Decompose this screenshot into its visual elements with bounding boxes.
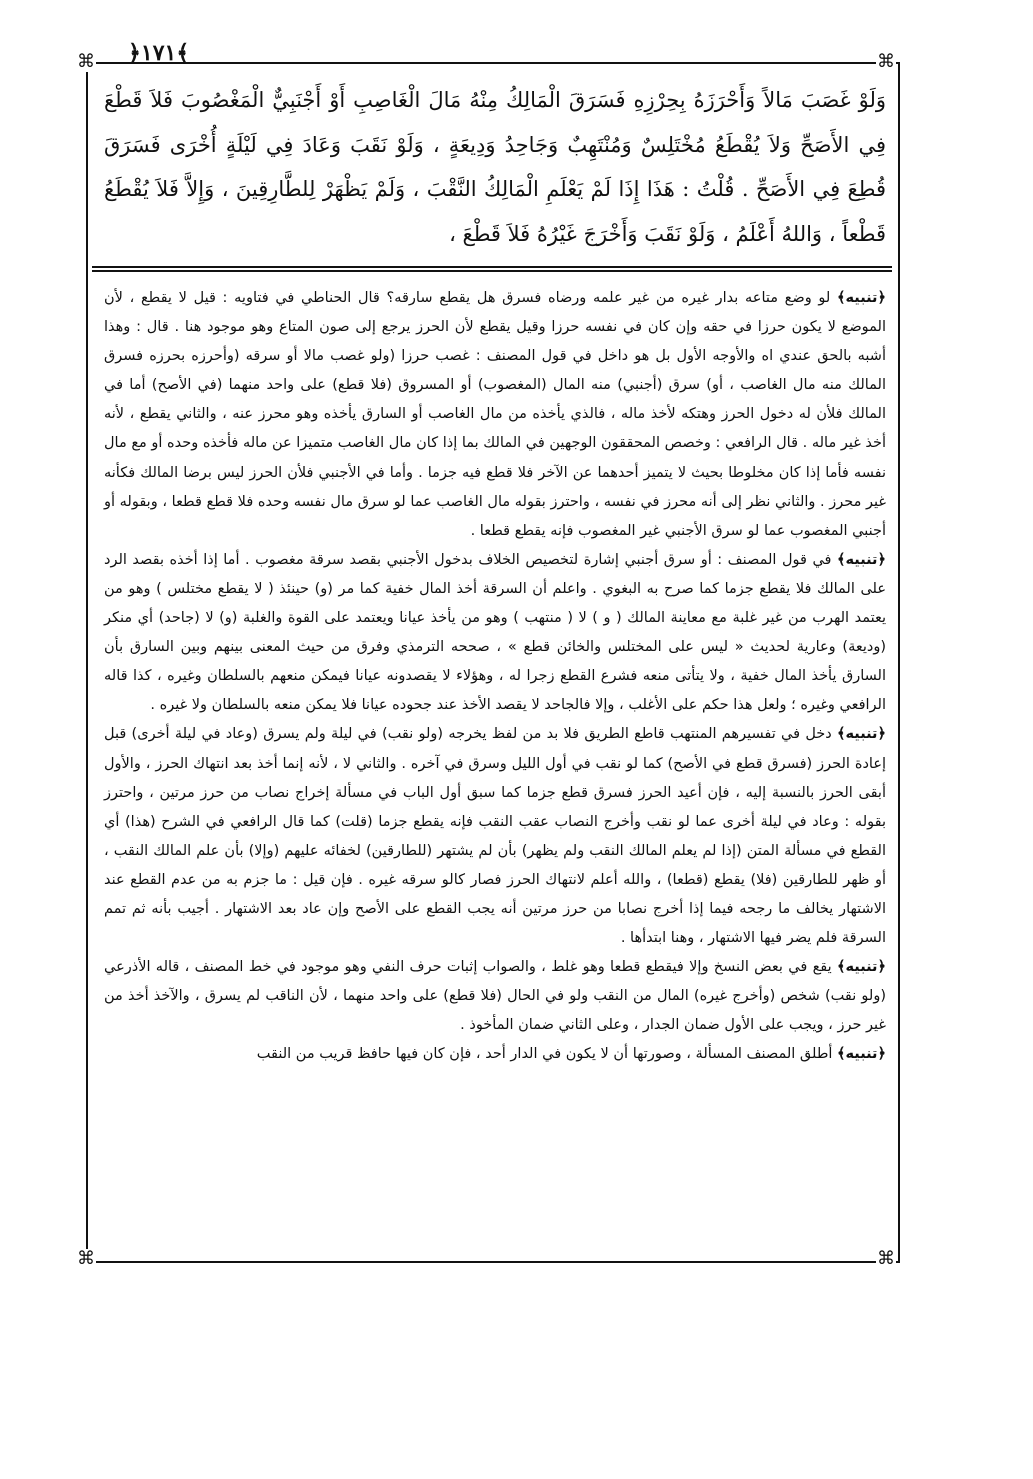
sharh-body: يقع في بعض النسخ وإلا فيقطع قطعا وهو غلط ، والصواب إثبات حرف النفي وهو موجود في خط المصنف ، قاله الأذرعي (ولو نقب) شخص (وأخرج غيره) المال من النقب ولو في الحال (فلا قطع) على واحد منهما ، لأن الناقب لم يسرق ، والآخذ أخذ من غير حرز ، ويجب على الأول ضمان الجدار ، وعلى الثاني ضمان المأخوذ . [104, 959, 886, 1034]
sharh-paragraph [104, 953, 886, 1040]
page-number: ﴿١٧١﴾ [128, 40, 190, 66]
tanbih-label: ﴿تنبيه﴾ [837, 290, 886, 306]
matn-paragraph: وَلَوْ غَصَبَ مَالاً وَأَحْرَزَهُ بِحِرْزِهِ فَسَرَقَ الْمَالِكُ مِنْهُ مَالَ الْغَاصِبِ أَوْ أَجْنَبِيٌّ الْمَغْصُوبَ فَلاَ قَطْعَ فِي الأَصَحِّ وَلاَ يُقْطَعُ مُخْتَلِسٌ وَمُنْتَهِبٌ وَجَاحِدُ وَدِيعَةٍ ، وَلَوْ نَقَبَ وَعَادَ فِي لَيْلَةٍ أُخْرَى فَسَرَقَ قُطِعَ فِي الأَصَحِّ . قُلْتُ : هَذَا إِذَا لَمْ يَعْلَمِ الْمَالِكُ النَّقْبَ ، وَلَمْ يَظْهَرْ لِلطَّارِقِينَ ، وَإِلاَّ فَلاَ يُقْطَعُ قَطْعاً ، وَاللهُ أَعْلَمُ ، وَلَوْ نَقَبَ وَأَخْرَجَ غَيْرُهُ فَلاَ قَطْعَ ، [104, 88, 886, 246]
corner-ornament-top-left: ⌘ [77, 51, 95, 72]
section-divider [92, 270, 892, 272]
tanbih-label: ﴿تنبيه﴾ [837, 959, 886, 976]
section-divider [92, 266, 892, 268]
tanbih-label: ﴿تنبيه﴾ [837, 1046, 886, 1063]
sharh-body: دخل في تفسيرهم المنتهب قاطع الطريق فلا بد من لفظ يخرجه (ولو نقب) في ليلة ولم يسرق (وعاد في ليلة أخرى) قبل إعادة الحرز (فسرق قطع في الأصح) كما لو نقب في أول الليل وسرق في آخره . والثاني لا ، لأنه إنما أخذ بعد انتهاك الحرز ، والأول أبقى الحرز بالنسبة إليه ، فإن أعيد الحرز فسرق قطع جزما كما سبق أول الباب في مسألة إخراج نصاب من حرز مرتين ، واحترز بقوله : وعاد في ليلة أخرى عما لو نقب وأخرج النصاب عقب النقب فإنه يقطع جزما (قلت) كما قال الرافعي في الشرح (هذا) أي القطع في مسألة المتن (إذا لم يعلم المالك النقب ولم يظهر) بأن لم يشتهر (للطارقين) لخفائه عليهم (وإلا) بأن علم المالك النقب ، أو ظهر للطارقين (فلا) يقطع (قطعا) ، والله أعلم لانتهاك الحرز فصار كالو سرقه غيره . فإن قيل : ما جزم به من عدم القطع عند الاشتهار يخالف ما رجحه فيما إذا أخرج نصابا من حرز مرتين أنه يجب القطع على الأصح وإن عاد بعد الاشتهار . أجيب بأنه ثم تمم السرقة فلم يضر فيها الاشتهار ، وهنا ابتدأها . [104, 726, 886, 947]
sharh-paragraph [104, 284, 886, 546]
sharh-body: لو وضع متاعه بدار غيره من غير علمه ورضاه فسرق هل يقطع سارقه؟ قال الحناطي في فتاويه : قيل لا يقطع ، لأن الموضع لا يكون حرزا في حقه وإن كان في نفسه حرزا وقيل يقطع لأن الحرز يرجع إلى صون المتاع وهو موجود هنا . قال : وهذا أشبه بالحق عندي اه والأوجه الأول بل هو داخل في قول المصنف : غصب حرزا (ولو غصب مالا أو سرقه (وأحرزه بحرزه فسرق المالك منه مال الغاصب ، أو) سرق (أجنبي) منه المال (المغصوب) أو المسروق (فلا قطع) على واحد منهما (في الأصح) أما في المالك فلأن له دخول الحرز وهتكه لأخذ ماله ، فالذي يأخذه من مال الغاصب أو السارق يأخذه وهو محرز عنه ، والثاني يقطع ، لأنه أخذ غير ماله . قال الرافعي : وخصص المحققون الوجهين في المالك بما إذا كان مال الغاصب متميزا عن ماله فأخذه وحده أو مع مال نفسه فأما إذا كان مخلوطا بحيث لا يتميز أحدهما عن الآخر فلا قطع فيه جزما . وأما في الأجنبي فلأن الحرز ليس برضا المالك فكأنه غير محرز . والثاني نظر إلى أنه محرز في نفسه ، واحترز بقوله مال الغاصب عما لو سرق مال نفسه وحده فلا قطع قطعا ، وبقوله أو أجنبي المغصوب عما لو سرق الأجنبي غير المغصوب فإنه يقطع قطعا . [103, 290, 886, 539]
matn-text [104, 78, 886, 256]
sharh-paragraph [104, 720, 886, 953]
sharh-body: في قول المصنف : أو سرق أجنبي إشارة لتخصيص الخلاف بدخول الأجنبي بقصد سرقة مغصوب . أما إذا أخذه بقصد الرد على المالك فلا يقطع جزما كما صرح به البغوي . واعلم أن السرقة أخذ المال خفية كما مر (و) حينئذ ( لا يقطع مختلس ) وهو من يعتمد الهرب من غير غلبة مع معاينة المالك ( و ) لا ( منتهب ) وهو من يأخذ عيانا ويعتمد على القوة والغلبة (و) لا (جاحد) أي منكر (وديعة) وعارية لحديث « ليس على المختلس والخائن قطع » ، صححه الترمذي وفرق من حيث المعنى بينهم وبين السارق بأن السارق يأخذ المال خفية ، ولا يتأتى منعه فشرع القطع زجرا له ، وهؤلاء لا يقصدونه عيانا فيمكن منعهم بالسلطان وغيره ، كذا قاله الرافعي وغيره ؛ ولعل هذا حكم على الأغلب ، وإلا فالجاحد لا يقصد الأخذ عند جحوده عيانا فلا يمكن منعه بالسلطان ولا غيره . [104, 551, 886, 714]
corner-ornament-bottom-left: ⌘ [77, 1248, 95, 1269]
corner-ornament-top-right: ⌘ [877, 51, 895, 72]
sharh-body: أطلق المصنف المسألة ، وصورتها أن لا يكون في الدار أحد ، فإن كان فيها حافظ قريب من النقب [256, 1046, 837, 1063]
tanbih-label: ﴿تنبيه﴾ [837, 726, 886, 743]
corner-ornament-bottom-right: ⌘ [877, 1248, 895, 1269]
sharh-paragraph [104, 1040, 886, 1069]
sharh-paragraph [104, 546, 886, 721]
tanbih-label: ﴿تنبيه﴾ [837, 551, 886, 568]
sharh-text [104, 284, 886, 1070]
